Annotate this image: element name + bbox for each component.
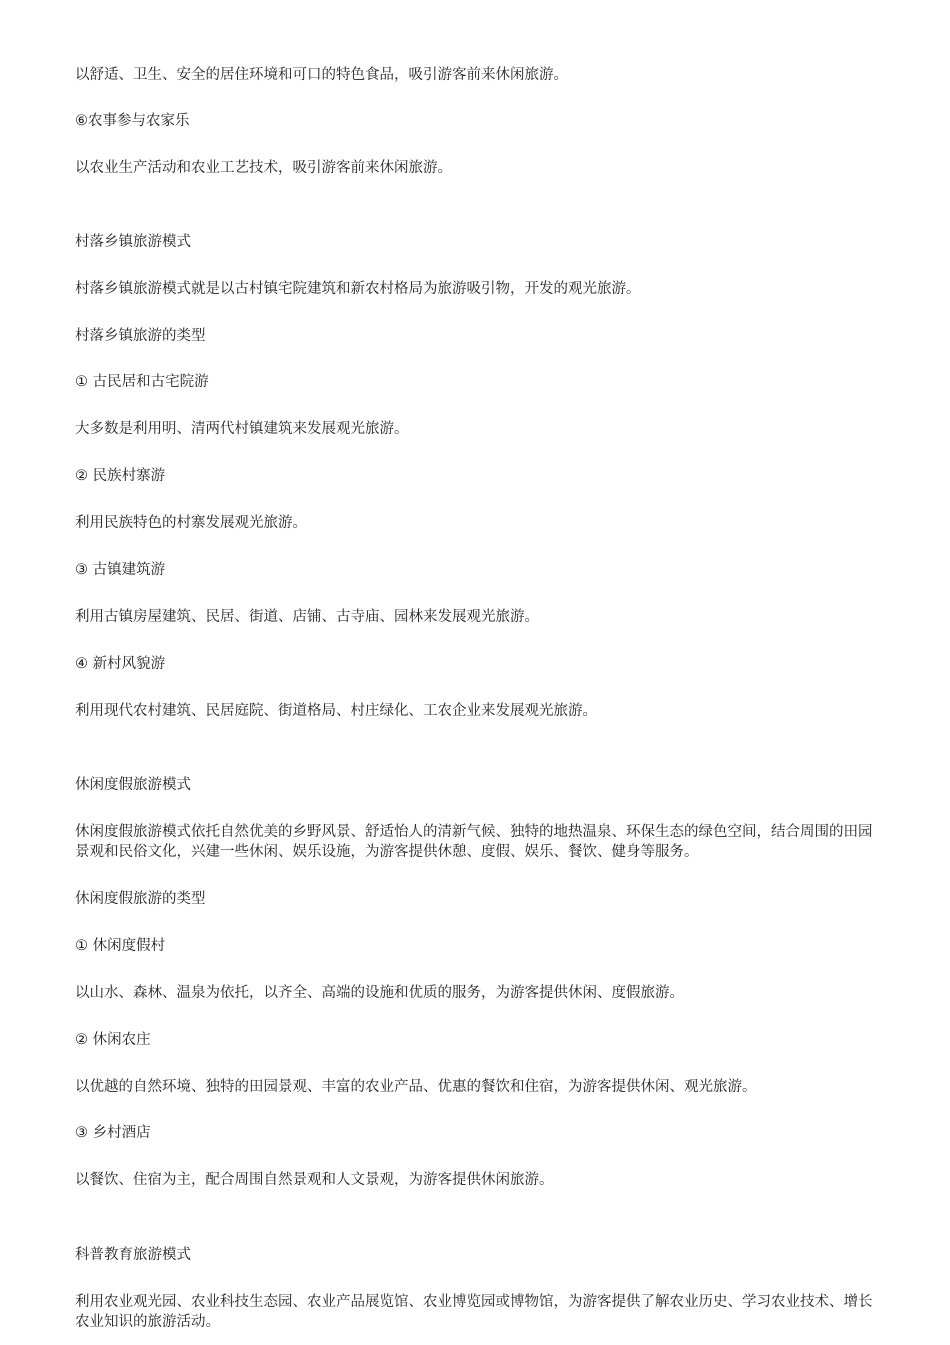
paragraph-7: 利用现代农村建筑、民居庭院、街道格局、村庄绿化、工农企业来发展观光旅游。	[75, 702, 597, 719]
paragraph-8: 休闲度假旅游模式依托自然优美的乡野风景、舒适怡人的清新气候、独特的地热温泉、环保生态的绿色空间，结合周围的田园景观和民俗文化，兴建一些休闲、娱乐设施，为游客提供休憩、度假、娱乐、餐饮、健身等服务。	[75, 823, 873, 860]
paragraph-12: 利用农业观光园、农业科技生态园、农业产品展览馆、农业博览园或博物馆，为游客提供了解农业历史、学习农业技术、增长农业知识的旅游活动。	[75, 1293, 873, 1330]
paragraph-6: 利用古镇房屋建筑、民居、街道、店铺、古寺庙、园林来发展观光旅游。	[75, 608, 539, 625]
list-item-6: ② 休闲农庄	[75, 1031, 151, 1048]
list-item-5: ① 休闲度假村	[75, 937, 166, 954]
paragraph-3: 村落乡镇旅游模式就是以古村镇宅院建筑和新农村格局为旅游吸引物，开发的观光旅游。	[75, 280, 641, 297]
heading-village-mode: 村落乡镇旅游模式	[75, 233, 191, 250]
paragraph-10: 以优越的自然环境、独特的田园景观、丰富的农业产品、优惠的餐饮和住宿，为游客提供休闲、观光旅游。	[75, 1078, 757, 1095]
list-item-1: ① 古民居和古宅院游	[75, 373, 209, 390]
paragraph-11: 以餐饮、住宿为主，配合周围自然景观和人文景观，为游客提供休闲旅游。	[75, 1171, 554, 1188]
paragraph-2: 以农业生产活动和农业工艺技术，吸引游客前来休闲旅游。	[75, 159, 452, 176]
list-item-3: ③ 古镇建筑游	[75, 561, 166, 578]
list-item-2: ② 民族村寨游	[75, 467, 166, 484]
paragraph-5: 利用民族特色的村寨发展观光旅游。	[75, 514, 307, 531]
heading-science-mode: 科普教育旅游模式	[75, 1246, 191, 1263]
heading-leisure-mode: 休闲度假旅游模式	[75, 776, 191, 793]
subheading-3: 休闲度假旅游的类型	[75, 890, 206, 907]
subheading-1: ⑥农事参与农家乐	[75, 112, 190, 129]
list-item-7: ③ 乡村酒店	[75, 1124, 151, 1141]
paragraph-1: 以舒适、卫生、安全的居住环境和可口的特色食品，吸引游客前来休闲旅游。	[75, 66, 568, 83]
paragraph-4: 大多数是利用明、清两代村镇建筑来发展观光旅游。	[75, 420, 409, 437]
subheading-2: 村落乡镇旅游的类型	[75, 327, 206, 344]
list-item-4: ④ 新村风貌游	[75, 655, 166, 672]
paragraph-9: 以山水、森林、温泉为依托，以齐全、高端的设施和优质的服务，为游客提供休闲、度假旅游。	[75, 984, 684, 1001]
